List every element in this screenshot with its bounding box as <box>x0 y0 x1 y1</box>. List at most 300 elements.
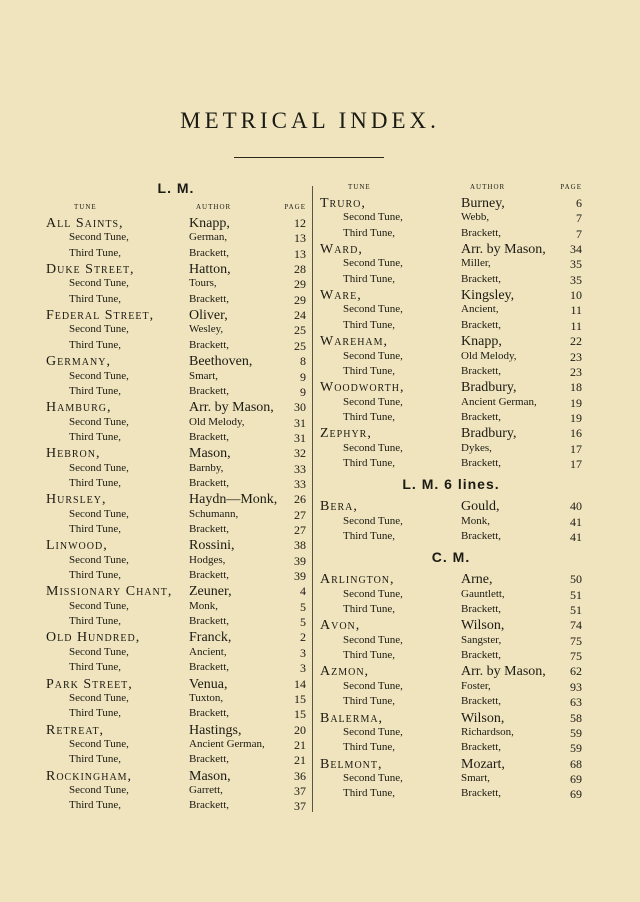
tune-name: Third Tune, <box>343 226 395 239</box>
page-number: 51 <box>570 603 582 618</box>
tune-name: Third Tune, <box>343 741 395 754</box>
author-name: Brackett, <box>461 603 502 616</box>
index-row <box>46 707 306 722</box>
tune-name: Third Tune, <box>69 430 121 443</box>
tune-name: Second Tune, <box>69 691 129 704</box>
author-column-header: AUTHOR <box>196 203 232 211</box>
tune-name: Hamburg, <box>46 400 112 416</box>
tune-name: Woodworth, <box>320 380 405 396</box>
index-row <box>46 753 306 768</box>
tune-name: Third Tune, <box>69 338 121 351</box>
index-row <box>320 772 582 787</box>
tune-name: Third Tune, <box>343 456 395 469</box>
index-row <box>320 664 582 679</box>
tune-name: Belmont, <box>320 756 383 772</box>
index-row <box>46 508 306 523</box>
author-name: Dykes, <box>461 441 492 454</box>
tune-name: Retreat, <box>46 722 105 738</box>
index-row <box>320 680 582 695</box>
author-name: Rossini, <box>189 538 235 554</box>
column-divider <box>312 186 313 812</box>
page-number: 11 <box>570 303 582 318</box>
page-number: 69 <box>570 787 582 802</box>
index-row <box>320 634 582 649</box>
tune-name: Second Tune, <box>69 461 129 474</box>
index-row <box>320 787 582 802</box>
index-row <box>320 618 582 633</box>
index-row <box>320 227 582 242</box>
tune-name: Third Tune, <box>69 661 121 674</box>
page-number: 33 <box>294 476 306 491</box>
index-row <box>46 416 306 431</box>
index-row <box>46 584 306 599</box>
tune-name: Third Tune, <box>343 410 395 423</box>
author-name: Brackett, <box>189 476 230 489</box>
page-number: 3 <box>300 645 306 660</box>
index-row <box>320 411 582 426</box>
index-row <box>320 273 582 288</box>
author-name: Brackett, <box>189 384 230 397</box>
page-number: 23 <box>570 364 582 379</box>
index-row <box>46 661 306 676</box>
section-heading: C. M. <box>431 549 471 566</box>
author-name: Miller, <box>461 257 491 270</box>
page-number: 59 <box>570 741 582 756</box>
tune-name: Ward, <box>320 242 363 258</box>
index-row <box>46 769 306 784</box>
tune-name: Third Tune, <box>69 753 121 766</box>
tune-name: Third Tune, <box>343 364 395 377</box>
index-row <box>46 646 306 661</box>
author-name: Tuxton, <box>189 691 224 704</box>
index-row <box>46 431 306 446</box>
author-name: Knapp, <box>461 334 502 350</box>
page-number: 31 <box>294 415 306 430</box>
tune-name: All Saints, <box>46 216 124 231</box>
author-name: Knapp, <box>189 216 230 231</box>
author-name: Old Melody, <box>189 415 245 428</box>
author-name: Brackett, <box>189 523 230 535</box>
author-name: Ancient German, <box>189 737 265 750</box>
page-number: 3 <box>300 661 306 676</box>
tune-name: Second Tune, <box>69 645 129 658</box>
tune-name: Avon, <box>320 618 361 634</box>
index-row <box>320 588 582 603</box>
index-row <box>46 216 306 231</box>
tune-name: Duke Street, <box>46 262 135 278</box>
page-number: 35 <box>570 272 582 287</box>
author-name: Brackett, <box>189 246 230 259</box>
tune-name: Third Tune, <box>69 523 121 535</box>
page-number: 37 <box>294 783 306 798</box>
tune-name: Third Tune, <box>343 530 395 542</box>
page-number: 59 <box>570 725 582 740</box>
author-name: Brackett, <box>461 787 502 800</box>
page-number: 29 <box>294 292 306 307</box>
author-name: Beethoven, <box>189 354 253 370</box>
index-row <box>320 649 582 664</box>
author-name: Brackett, <box>189 799 230 812</box>
index-row <box>46 492 306 507</box>
tune-name: Second Tune, <box>343 441 403 454</box>
index-row <box>46 784 306 799</box>
index-row <box>46 247 306 262</box>
tune-name: Bera, <box>320 499 358 515</box>
author-name: Mason, <box>189 446 231 462</box>
index-row <box>320 726 582 741</box>
page-column-header: PAGE <box>560 183 582 191</box>
tune-name: Hebron, <box>46 446 101 462</box>
page-number: 21 <box>294 753 306 768</box>
author-name: Smart, <box>461 771 491 784</box>
page-number: 16 <box>570 426 582 441</box>
tune-name: Third Tune, <box>343 272 395 285</box>
tune-column-header: TUNE <box>348 183 371 191</box>
author-name: Brackett, <box>189 661 230 674</box>
page-number: 4 <box>300 584 306 599</box>
author-name: Brackett, <box>461 530 502 542</box>
author-name: Brackett, <box>461 456 502 469</box>
page-number: 13 <box>294 246 306 261</box>
page-number: 9 <box>300 384 306 399</box>
index-row <box>46 600 306 615</box>
index-row <box>320 380 582 395</box>
page-number: 63 <box>570 695 582 710</box>
tune-name: Wareham, <box>320 334 389 350</box>
author-name: Smart, <box>189 369 219 382</box>
author-name: Sangster, <box>461 633 502 646</box>
page-number: 28 <box>294 262 306 277</box>
tune-name: Rockingham, <box>46 768 133 784</box>
page-number: 30 <box>294 400 306 415</box>
author-name: Hatton, <box>189 262 231 278</box>
page-number: 6 <box>576 196 582 210</box>
tune-name: Zephyr, <box>320 426 372 442</box>
author-name: Schumann, <box>189 507 239 520</box>
page-number: 34 <box>570 242 582 257</box>
page-number: 24 <box>294 308 306 323</box>
tune-name: Third Tune, <box>343 603 395 616</box>
author-name: Brackett, <box>189 753 230 766</box>
tune-name: Azmon, <box>320 664 370 680</box>
author-name: Brackett, <box>189 615 230 628</box>
tune-name: Third Tune, <box>69 799 121 812</box>
page-number: 74 <box>570 618 582 633</box>
page-number: 36 <box>294 768 306 783</box>
page-number: 2 <box>300 630 306 645</box>
tune-name: Second Tune, <box>69 783 129 796</box>
author-name: Franck, <box>189 630 232 646</box>
index-row <box>320 365 582 380</box>
index-row <box>320 288 582 303</box>
tune-name: Third Tune, <box>69 246 121 259</box>
page-number: 37 <box>294 799 306 814</box>
author-name: Monk, <box>189 599 219 612</box>
page-number: 5 <box>300 615 306 630</box>
tune-name: Missionary Chant, <box>46 584 173 600</box>
tune-name: Second Tune, <box>69 369 129 382</box>
author-name: Wilson, <box>461 710 505 726</box>
author-name: Brackett, <box>461 695 502 708</box>
index-row <box>46 554 306 569</box>
index-row <box>320 572 582 587</box>
index-row <box>320 303 582 318</box>
author-name: Hastings, <box>189 722 242 738</box>
tune-name: Second Tune, <box>343 587 403 600</box>
tune-name: Second Tune, <box>69 737 129 750</box>
tune-name: Second Tune, <box>69 507 129 520</box>
page-number: 35 <box>570 257 582 272</box>
tune-name: Second Tune, <box>343 514 403 527</box>
index-row <box>46 569 306 584</box>
author-name: Mozart, <box>461 756 505 772</box>
author-name: Zeuner, <box>189 584 232 600</box>
index-row <box>320 457 582 472</box>
author-name: Brackett, <box>461 272 502 285</box>
tune-name: Third Tune, <box>69 615 121 628</box>
section-heading: L. M. <box>157 180 195 196</box>
page-number: 22 <box>570 334 582 349</box>
page-number: 7 <box>576 211 582 226</box>
tune-name: Ware, <box>320 288 362 304</box>
index-row <box>46 308 306 323</box>
tune-name: Arlington, <box>320 572 395 588</box>
tune-name: Old Hundred, <box>46 630 141 646</box>
author-name: Gould, <box>461 499 500 515</box>
tune-name: Second Tune, <box>343 211 403 224</box>
author-name: Wesley, <box>189 323 224 336</box>
page-number: 25 <box>294 338 306 353</box>
index-row <box>46 738 306 753</box>
tune-name: Third Tune, <box>343 318 395 331</box>
index-row <box>320 350 582 365</box>
tune-name: Balerma, <box>320 710 384 726</box>
tune-name: Second Tune, <box>69 323 129 336</box>
index-row <box>320 426 582 441</box>
index-row <box>46 523 306 538</box>
author-name: Brackett, <box>189 338 230 351</box>
page-number: 29 <box>294 277 306 292</box>
page-number: 15 <box>294 707 306 722</box>
title-rule <box>234 157 384 158</box>
page-number: 8 <box>300 354 306 369</box>
tune-name: Second Tune, <box>343 679 403 692</box>
tune-name: Second Tune, <box>343 349 403 362</box>
tune-name: Truro, <box>320 196 366 211</box>
author-name: Bradbury, <box>461 380 517 396</box>
author-name: Webb, <box>461 211 490 224</box>
author-name: Haydn—Monk, <box>189 492 278 508</box>
index-row <box>46 339 306 354</box>
author-name: Brackett, <box>189 292 230 305</box>
page-number: 10 <box>570 288 582 303</box>
author-column-header: AUTHOR <box>470 183 506 191</box>
index-row <box>320 711 582 726</box>
index-row <box>46 477 306 492</box>
tune-name: Germany, <box>46 354 111 370</box>
author-name: Arne, <box>461 572 493 588</box>
page-number: 41 <box>570 530 582 544</box>
tune-name: Second Tune, <box>343 395 403 408</box>
page-number: 21 <box>294 737 306 752</box>
index-row <box>46 538 306 553</box>
author-name: Arr. by Mason, <box>461 242 546 258</box>
author-name: Ancient German, <box>461 395 537 408</box>
tune-name: Park Street, <box>46 676 133 692</box>
index-row <box>320 196 582 211</box>
author-name: Brackett, <box>461 649 502 662</box>
author-name: Brackett, <box>461 410 502 423</box>
author-name: Brackett, <box>461 318 502 331</box>
page-number: 40 <box>570 499 582 514</box>
tune-name: Third Tune, <box>69 384 121 397</box>
author-name: Wilson, <box>461 618 505 634</box>
tune-name: Second Tune, <box>343 633 403 646</box>
index-row <box>46 354 306 369</box>
index-row <box>46 677 306 692</box>
index-row <box>320 695 582 710</box>
author-name: Brackett, <box>461 741 502 754</box>
author-name: Brackett, <box>189 430 230 443</box>
author-name: Barnby, <box>189 461 224 474</box>
tune-name: Second Tune, <box>343 725 403 738</box>
author-name: Arr. by Mason, <box>461 664 546 680</box>
tune-name: Third Tune, <box>343 695 395 708</box>
index-row <box>320 211 582 226</box>
author-name: Oliver, <box>189 308 228 324</box>
page-number: 58 <box>570 710 582 725</box>
index-row <box>320 334 582 349</box>
section-heading: L. M. 6 lines. <box>402 476 500 493</box>
tune-name: Third Tune, <box>69 569 121 582</box>
author-name: German, <box>189 231 228 244</box>
tune-name: Second Tune, <box>69 231 129 244</box>
page-number: 31 <box>294 430 306 445</box>
author-name: Ancient, <box>461 303 499 316</box>
tune-name: Second Tune, <box>343 771 403 784</box>
index-row <box>46 692 306 707</box>
page-number: 5 <box>300 599 306 614</box>
page-number: 14 <box>294 676 306 691</box>
page-number: 39 <box>294 553 306 568</box>
index-row <box>320 530 582 545</box>
tune-name: Second Tune, <box>69 415 129 428</box>
page-number: 19 <box>570 395 582 410</box>
index-row <box>46 615 306 630</box>
page-number: 41 <box>570 514 582 529</box>
author-name: Venua, <box>189 676 228 692</box>
index-row <box>46 277 306 292</box>
index-row <box>320 257 582 272</box>
tune-name: Third Tune, <box>69 292 121 305</box>
tune-name: Third Tune, <box>69 707 121 720</box>
index-row <box>320 741 582 756</box>
author-name: Ancient, <box>189 645 227 658</box>
tune-name: Second Tune, <box>343 303 403 316</box>
author-name: Brackett, <box>461 226 502 239</box>
tune-name: Third Tune, <box>343 649 395 662</box>
page-number: 39 <box>294 569 306 584</box>
page-number: 19 <box>570 410 582 425</box>
author-name: Brackett, <box>189 707 230 720</box>
page-number: 38 <box>294 538 306 553</box>
page-number: 20 <box>294 722 306 737</box>
index-row <box>320 242 582 257</box>
page-number: 26 <box>294 492 306 507</box>
page-number: 12 <box>294 216 306 230</box>
author-name: Kingsley, <box>461 288 515 304</box>
tune-name: Hursley, <box>46 492 107 508</box>
index-row <box>46 723 306 738</box>
author-name: Monk, <box>461 514 491 527</box>
page-number: 75 <box>570 649 582 664</box>
page-number: 17 <box>570 441 582 456</box>
index-row <box>46 231 306 246</box>
page-number: 23 <box>570 349 582 364</box>
tune-column-header: TUNE <box>74 203 97 211</box>
index-row <box>46 462 306 477</box>
author-name: Burney, <box>461 196 505 211</box>
tune-name: Second Tune, <box>69 553 129 566</box>
index-row <box>46 446 306 461</box>
author-name: Brackett, <box>461 364 502 377</box>
index-row <box>46 323 306 338</box>
author-name: Arr. by Mason, <box>189 400 274 416</box>
tune-name: Second Tune, <box>343 257 403 270</box>
index-row <box>320 515 582 530</box>
page-number: 18 <box>570 380 582 395</box>
page-number: 15 <box>294 691 306 706</box>
author-name: Gauntlett, <box>461 587 505 600</box>
author-name: Garrett, <box>189 783 223 796</box>
tune-name: Federal Street, <box>46 308 155 324</box>
tune-name: Linwood, <box>46 538 108 554</box>
author-name: Richardson, <box>461 725 514 738</box>
page-number: 27 <box>294 507 306 522</box>
author-name: Bradbury, <box>461 426 517 442</box>
author-name: Foster, <box>461 679 491 692</box>
author-name: Mason, <box>189 768 231 784</box>
page-number: 75 <box>570 633 582 648</box>
author-name: Tours, <box>189 277 217 290</box>
page-number: 9 <box>300 369 306 384</box>
page-number: 68 <box>570 756 582 771</box>
page-number: 50 <box>570 572 582 587</box>
page-number: 33 <box>294 461 306 476</box>
index-row <box>46 400 306 415</box>
index-row <box>320 319 582 334</box>
index-row <box>320 603 582 618</box>
page-title: METRICAL INDEX. <box>180 108 440 133</box>
index-row <box>320 396 582 411</box>
index-row <box>46 799 306 814</box>
index-row <box>46 370 306 385</box>
index-row <box>46 262 306 277</box>
index-row <box>320 757 582 772</box>
page-number: 51 <box>570 587 582 602</box>
page-number: 17 <box>570 456 582 471</box>
page-number: 62 <box>570 664 582 679</box>
author-name: Hodges, <box>189 553 226 566</box>
page-number: 27 <box>294 523 306 537</box>
page-number: 25 <box>294 323 306 338</box>
index-row <box>46 630 306 645</box>
tune-name: Second Tune, <box>69 277 129 290</box>
author-name: Old Melody, <box>461 349 517 362</box>
index-row <box>46 293 306 308</box>
index-row <box>46 385 306 400</box>
page-number: 11 <box>570 318 582 333</box>
